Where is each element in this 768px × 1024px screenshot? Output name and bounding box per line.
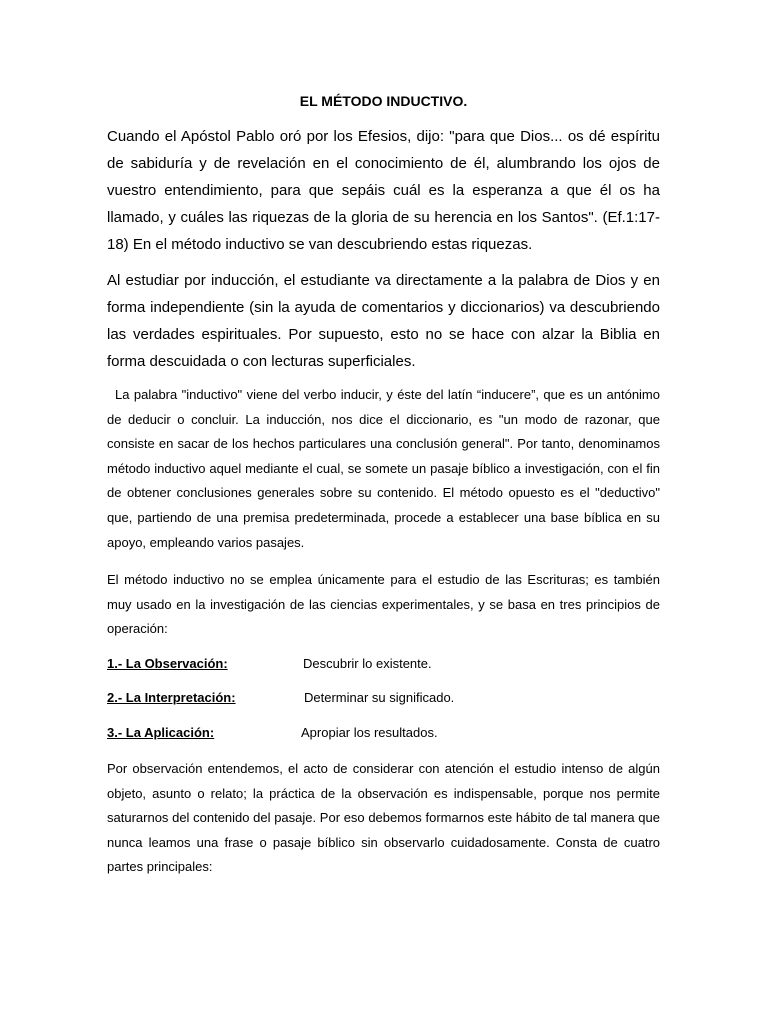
step-aplicacion	[107, 724, 660, 742]
paragraph-induction-study: Al estudiar por inducción, el estudiante va directamente a la palabra de Dios y en forma independiente (sin la ayuda de comentarios y diccionarios) va descubriendo las verdades espirituales. Por supuesto, esto no se hace con alzar la Biblia en forma descuidada o con lecturas superficiales.	[107, 272, 660, 370]
paragraph-observation: Por observación entendemos, el acto de considerar con atención el estudio intenso de algún objeto, asunto o relato; la práctica de la observación es indispensable, porque nos permite saturarnos del contenido del pasaje. Por eso debemos formarnos este hábito de tal manera que nunca leamos una frase o pasaje bíblico sin observarlo cuidadosamente. Consta de cuatro partes principales:	[107, 761, 660, 875]
step-observacion	[107, 655, 660, 673]
step-description: Descubrir lo existente.	[303, 656, 432, 671]
step-label: 1.- La Observación:	[107, 656, 228, 671]
paragraph-principles: El método inductivo no se emplea únicamente para el estudio de las Escrituras; es también muy usado en la investigación de las ciencias experimentales, y se basa en tres principios de operación:	[107, 572, 660, 637]
document-title: EL MÉTODO INDUCTIVO.	[299, 93, 468, 109]
step-label: 3.- La Aplicación:	[107, 725, 215, 740]
step-description: Determinar su significado.	[304, 690, 455, 705]
step-description: Apropiar los resultados.	[301, 725, 438, 740]
step-interpretacion	[107, 689, 660, 707]
paragraph-definition: La palabra "inductivo" viene del verbo inducir, y éste del latín “inducere”, que es un antónimo de deducir o concluir. La inducción, nos dice el diccionario, es "un modo de razonar, que consiste en sacar de los hechos particulares una conclusión general". Por tanto, denominamos método inductivo aquel mediante el cual, se somete un pasaje bíblico a investigación, con el fin de obtener conclusiones generales sobre su contenido. El método opuesto es el "deductivo" que, partiendo de una premisa predeterminada, procede a establecer una base bíblica en su apoyo, empleando varios pasajes.	[107, 387, 660, 550]
step-label: 2.- La Interpretación:	[107, 690, 236, 705]
paragraph-intro: Cuando el Apóstol Pablo oró por los Efesios, dijo: "para que Dios... os dé espíritu de sabiduría y de revelación en el conocimiento de él, alumbrando los ojos de vuestro entendimiento, para que sepáis cuál es la esperanza a que él os ha llamado, y cuáles las riquezas de la gloria de su herencia en los Santos". (Ef.1:17-18) En el método inductivo se van descubriendo estas riquezas.	[107, 128, 660, 253]
